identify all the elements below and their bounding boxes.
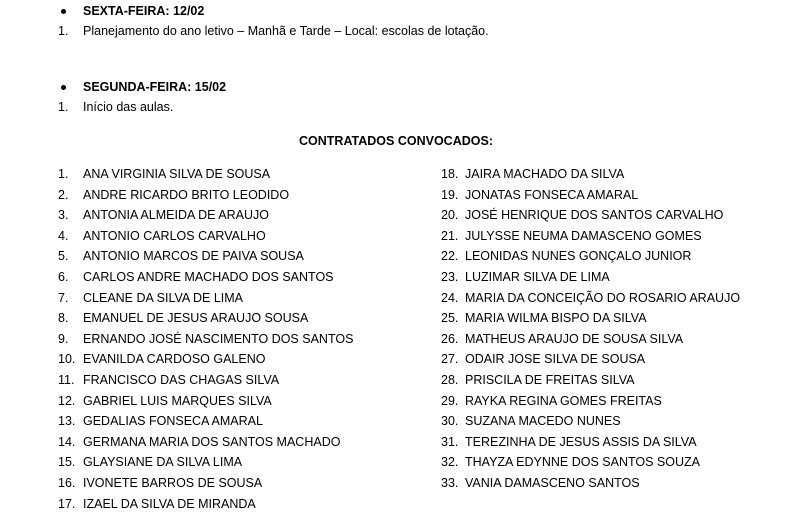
- list-item-name: LUZIMAR SILVA DE LIMA: [465, 270, 610, 284]
- list-item-number: 6.: [58, 270, 69, 284]
- list-item-name: ANDRE RICARDO BRITO LEODIDO: [83, 187, 290, 202]
- list-item-number: 8.: [58, 311, 69, 326]
- list-item-name: IVONETE BARROS DE SOUSA: [83, 476, 263, 490]
- list-item-number: 18.: [441, 167, 459, 181]
- list-item-name: GLAYSIANE DA SILVA LIMA: [83, 455, 243, 470]
- list-item-name: FRANCISCO DAS CHAGAS SILVA: [83, 373, 280, 387]
- list-item-number: 33.: [441, 476, 459, 490]
- list-item-number: 13.: [58, 414, 76, 429]
- list-item-number: 29.: [441, 393, 459, 408]
- list-item-number: 5.: [58, 249, 69, 264]
- list-item-name: CARLOS ANDRE MACHADO DOS SANTOS: [83, 270, 334, 284]
- section-heading: SEGUNDA-FEIRA: 15/02: [83, 80, 227, 94]
- list-item-number: 9.: [58, 331, 69, 346]
- list-item-name: MARIA DA CONCEIÇÃO DO ROSARIO ARAUJO: [465, 290, 741, 305]
- list-item-number: 11.: [58, 373, 75, 387]
- list-item-number: 26.: [441, 331, 459, 346]
- list-item-number: 3.: [58, 208, 69, 223]
- list-item-name: ODAIR JOSE SILVA DE SOUSA: [465, 352, 646, 367]
- list-item-number: 10.: [58, 352, 76, 367]
- list-item-number: 31.: [441, 434, 459, 449]
- list-item-name: PRISCILA DE FREITAS SILVA: [465, 373, 635, 387]
- list-item-name: GABRIEL LUIS MARQUES SILVA: [83, 393, 272, 408]
- list-item-number: 24.: [441, 290, 459, 305]
- section-heading: SEXTA-FEIRA: 12/02: [83, 4, 205, 18]
- list-item-name: JONATAS FONSECA AMARAL: [465, 187, 639, 202]
- list-item-name: RAYKA REGINA GOMES FREITAS: [465, 393, 662, 408]
- list-item-name: ANTONIO CARLOS CARVALHO: [83, 228, 266, 243]
- list-item-name: THAYZA EDYNNE DOS SANTOS SOUZA: [465, 455, 700, 470]
- list-item-number: 7.: [58, 290, 69, 305]
- list-item-number: 30.: [441, 414, 459, 429]
- list-item-name: ANTONIA ALMEIDA DE ARAUJO: [83, 208, 269, 223]
- list-item-number: 4.: [58, 228, 69, 243]
- list-item-name: JOSÉ HENRIQUE DOS SANTOS CARVALHO: [465, 208, 724, 223]
- list-item-name: ERNANDO JOSÉ NASCIMENTO DOS SANTOS: [83, 331, 354, 346]
- list-item-name: MATHEUS ARAUJO DE SOUSA SILVA: [465, 331, 684, 346]
- item-text: Planejamento do ano letivo – Manhã e Tarde – Local: escolas de lotação.: [83, 24, 489, 38]
- bullet-icon: [61, 9, 66, 14]
- list-item-name: IZAEL DA SILVA DE MIRANDA: [83, 496, 256, 511]
- item-text: Início das aulas.: [83, 100, 174, 114]
- list-item-number: 21.: [441, 228, 459, 243]
- list-item-number: 2.: [58, 187, 69, 202]
- list-item-name: EMANUEL DE JESUS ARAUJO SOUSA: [83, 311, 309, 326]
- list-item-name: ANA VIRGINIA SILVA DE SOUSA: [83, 167, 271, 181]
- list-item-number: 19.: [441, 187, 459, 202]
- list-item-name: SUZANA MACEDO NUNES: [465, 414, 621, 429]
- list-item-number: 27.: [441, 352, 459, 367]
- list-item-number: 20.: [441, 208, 459, 223]
- list-item-name: GERMANA MARIA DOS SANTOS MACHADO: [83, 434, 341, 449]
- list-item-number: 12.: [58, 393, 76, 408]
- item-number: 1.: [58, 24, 69, 38]
- contratados-title: CONTRATADOS CONVOCADOS:: [299, 134, 493, 148]
- list-item-number: 16.: [58, 476, 76, 490]
- list-item-number: 1.: [58, 167, 69, 181]
- list-item-number: 15.: [58, 455, 76, 470]
- list-item-number: 23.: [441, 270, 459, 284]
- list-item-name: MARIA WILMA BISPO DA SILVA: [465, 311, 647, 326]
- list-item-name: JAIRA MACHADO DA SILVA: [465, 167, 625, 181]
- list-item-number: 32.: [441, 455, 459, 470]
- list-item-name: LEONIDAS NUNES GONÇALO JUNIOR: [465, 249, 692, 264]
- list-item-name: GEDALIAS FONSECA AMARAL: [83, 414, 263, 429]
- bullet-icon: [61, 85, 66, 90]
- list-item-number: 28.: [441, 373, 459, 387]
- list-item-number: 25.: [441, 311, 459, 326]
- item-number: 1.: [58, 100, 69, 114]
- list-item-name: CLEANE DA SILVA DE LIMA: [83, 290, 244, 305]
- list-item-number: 17.: [58, 496, 76, 511]
- list-item-number: 14.: [58, 434, 76, 449]
- list-item-name: ANTONIO MARCOS DE PAIVA SOUSA: [83, 249, 304, 264]
- list-item-name: JULYSSE NEUMA DAMASCENO GOMES: [465, 228, 702, 243]
- list-item-name: VANIA DAMASCENO SANTOS: [465, 476, 640, 490]
- list-item-name: EVANILDA CARDOSO GALENO: [83, 352, 266, 367]
- list-item-number: 22.: [441, 249, 459, 264]
- list-item-name: TEREZINHA DE JESUS ASSIS DA SILVA: [465, 434, 697, 449]
